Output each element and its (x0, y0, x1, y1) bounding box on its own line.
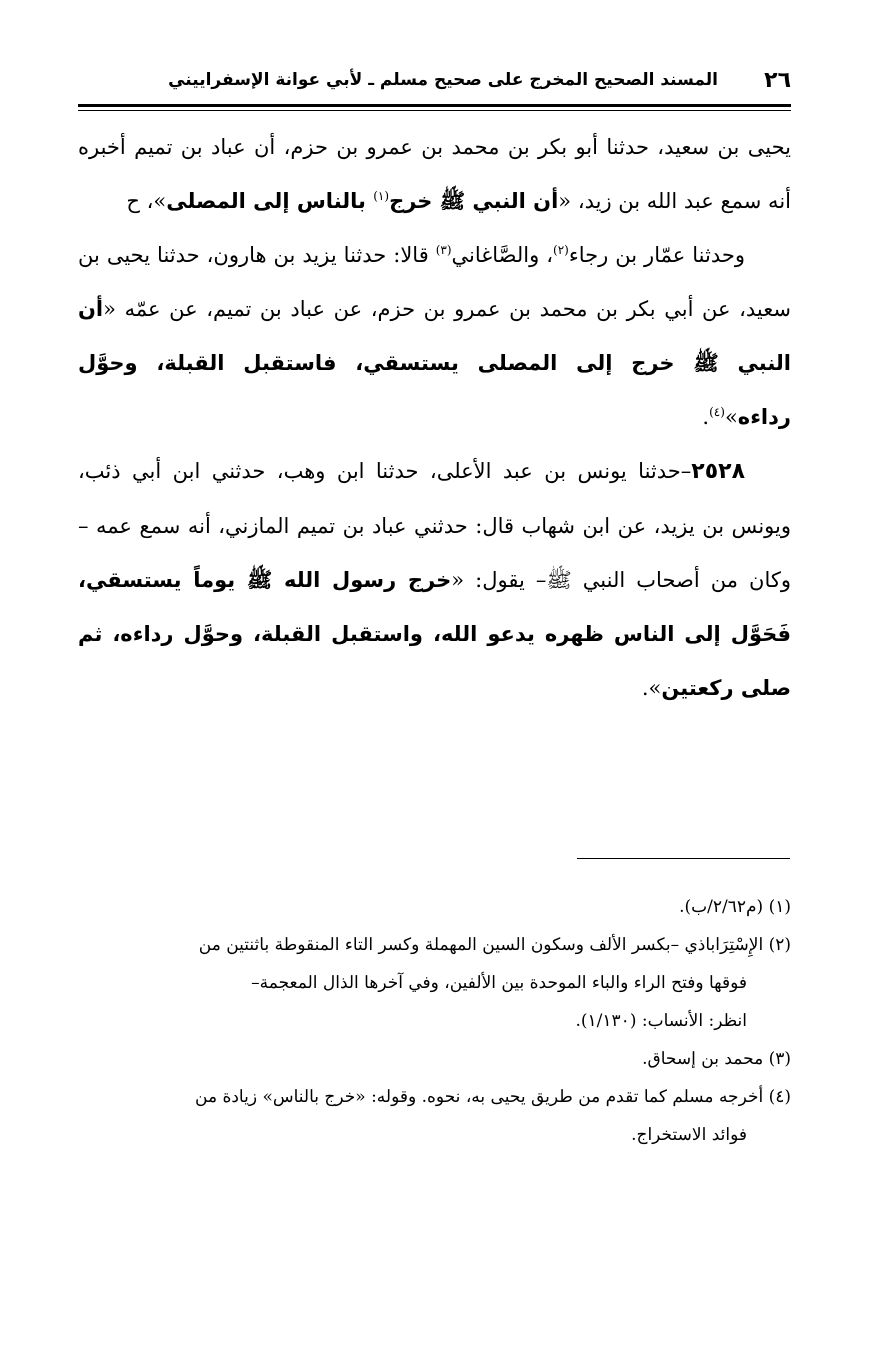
footnote-ref-1[interactable]: (١) (373, 189, 390, 203)
main-text (78, 120, 791, 715)
footnote-ref-4[interactable]: (٤) (709, 405, 725, 419)
header-rule-thin (78, 110, 791, 111)
footnote-ref-2[interactable]: (٢) (553, 243, 569, 257)
footnote-1: (١) (م٢/٦٢/ب). (679, 897, 791, 917)
footnote-2-line-3: انظر: الأنساب: (١/١٣٠). (575, 1011, 747, 1031)
footnote-separator (577, 858, 790, 859)
footnote-ref-3[interactable]: (٣) (435, 243, 452, 257)
p2-text-4: » (724, 405, 738, 429)
p2-text-2: ، والصَّاغاني (451, 243, 554, 267)
paragraph-2 (78, 228, 791, 444)
header-rule-thick (78, 104, 791, 107)
running-title: المسند الصحيح المخرج على صحيح مسلم ـ لأبي عوانة الإسفراييني (168, 70, 718, 90)
footnote-4-line-1: (٤) أخرجه مسلم كما تقدم من طريق يحيى به، نحوه. وقوله: «خرج بالناس» زيادة من (195, 1087, 791, 1107)
p2-text-1: وحدثنا عمّار بن رجاء (568, 243, 745, 267)
p1-text-2: »، ح (126, 189, 167, 213)
p2-bold-1: أن النبي ﷺ خرج إلى المصلى يستسقي، فاستقبل القبلة، وحوَّل رداءه (78, 297, 791, 429)
page-number: ٢٦ (764, 68, 791, 93)
page-header (78, 66, 791, 102)
footnote-4-line-2: فوائد الاستخراج. (631, 1125, 747, 1145)
hadith-number: ٢٥٢٨ (691, 459, 745, 484)
p3-bold-1: خرج رسول الله ﷺ يوماً يستسقي، فَحَوَّل إلى الناس ظهره يدعو الله، واستقبل القبلة، وحوَّل رداءه، ثم صلى ركعتين (78, 568, 791, 700)
p1-bold-2: بالناس إلى المصلى (166, 189, 374, 213)
p3-text-1: –حدثنا يونس بن عبد الأعلى، حدثنا ابن وهب، حدثني ابن أبي ذئب، ويونس بن يزيد، عن ابن شهاب قال: حدثني عباد بن تميم المازني، أنه سمع عمه –وكان من أصحاب النبي ﷺ– يقول: « (78, 459, 791, 592)
footnote-2-line-1: (٢) الإِسْتِرَاباذي –بكسر الألف وسكون السين المهملة وكسر التاء المنقوطة باثنتين من (198, 935, 791, 955)
footnote-2-line-2: فوقها وفتح الراء والباء الموحدة بين الألفين، وفي آخرها الذال المعجمة– (251, 973, 747, 993)
p2-text-3: قالا: حدثنا يزيد بن هارون، حدثنا يحيى بن سعيد، عن أبي بكر بن محمد بن عمرو بن حزم، عن عباد بن تميم، عن عمّه « (78, 243, 791, 321)
paragraph-3 (78, 444, 791, 715)
p1-text-1: يحيى بن سعيد، حدثنا أبو بكر بن محمد بن عمرو بن حزم، أن عباد بن تميم أخبره أنه سمع عبد الله بن زيد، « (78, 135, 791, 213)
p1-bold-1: أن النبي ﷺ خرج (389, 189, 559, 213)
paragraph-1 (78, 120, 791, 228)
p3-text-2: ». (641, 676, 662, 700)
p2-text-5: . (702, 405, 710, 429)
footnote-3: (٣) محمد بن إسحاق. (642, 1049, 791, 1069)
footnotes (78, 888, 791, 1154)
